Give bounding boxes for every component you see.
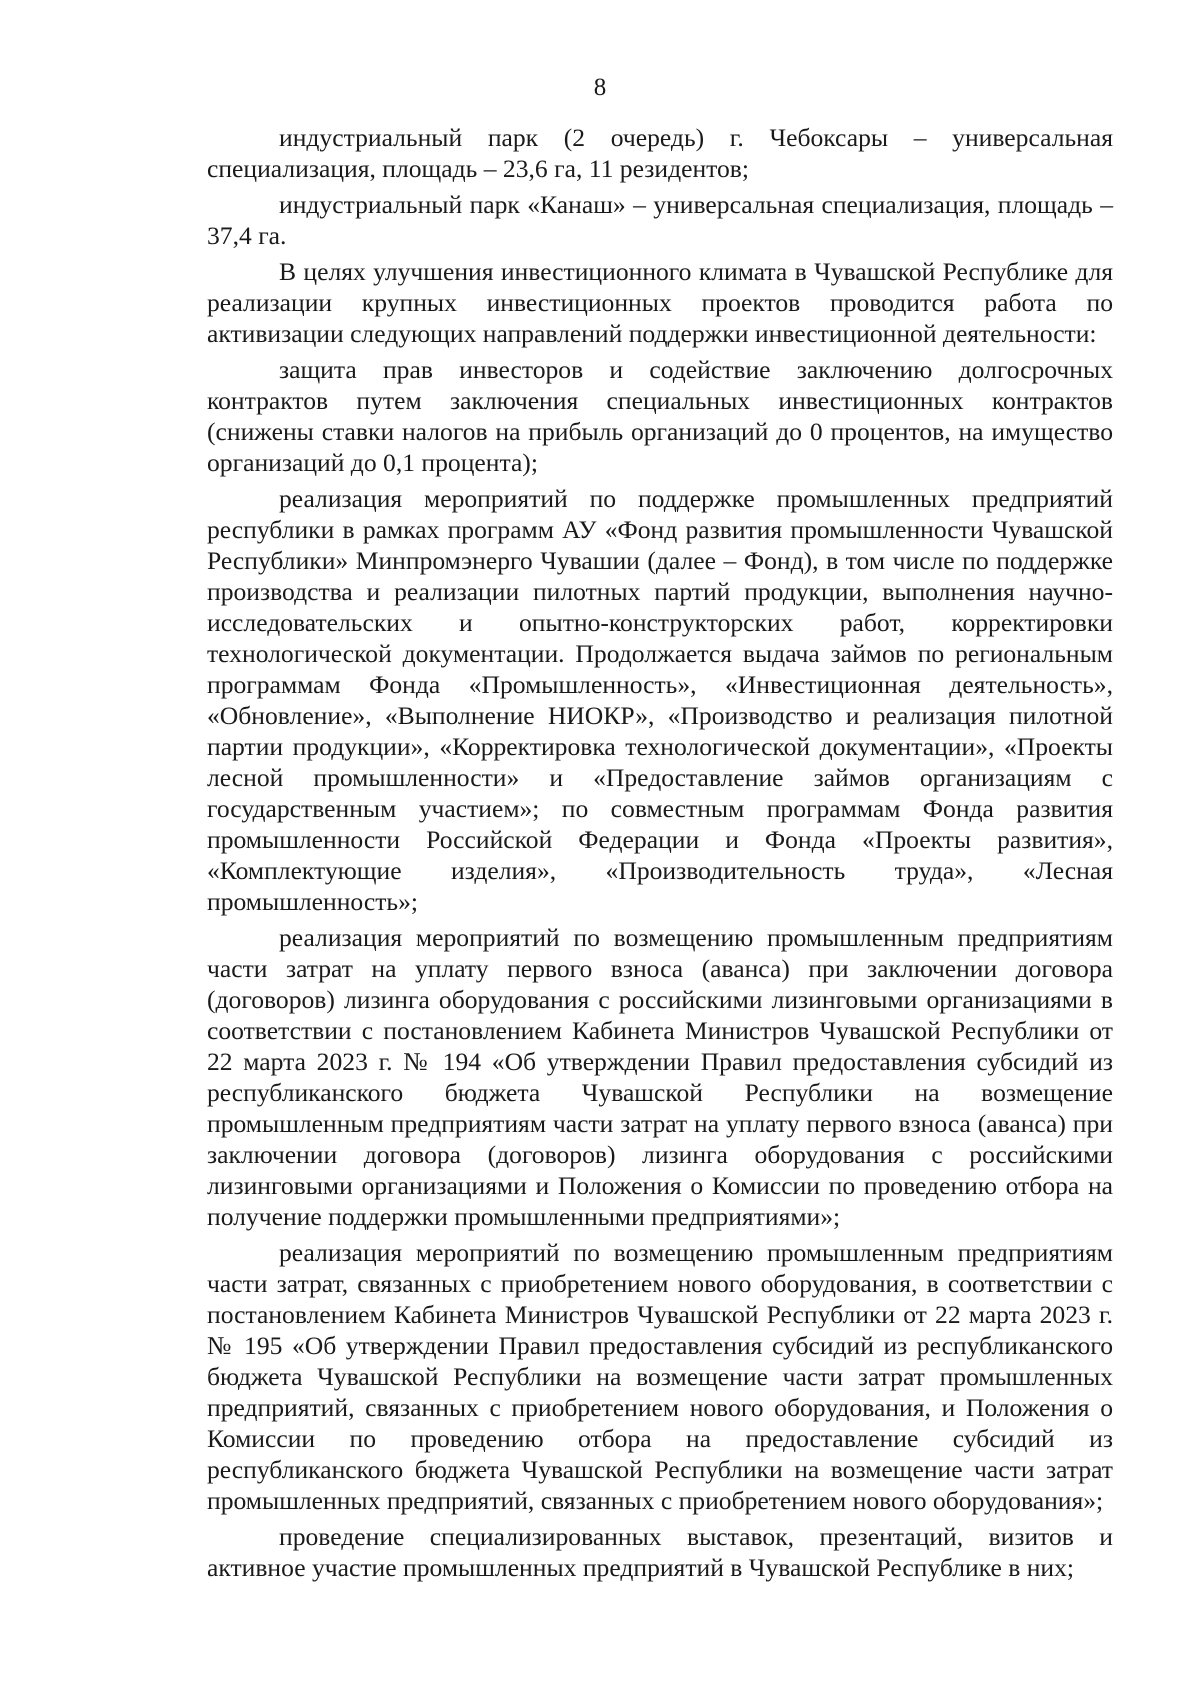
- paragraph-industrial-park-kanash: индустриальный парк «Канаш» – универсальная специализация, площадь – 37,4 га.: [207, 190, 1113, 250]
- paragraph-leasing-compensation: реализация мероприятий по возмещению промышленным предприятиям части затрат на уплату первого взноса (аванса) при заключении договора (договоров) лизинга оборудования с российскими лизинговыми организациями в соответствии с постановлением Кабинета Министров Чувашской Республики от 22 марта 2023 г. № 194 «Об утверждении Правил предоставления субсидий из республиканского бюджета Чувашской Республики на возмещение промышленным предприятиям части затрат на уплату первого взноса (аванса) при заключении договора (договоров) лизинга оборудования с российскими лизинговыми организациями и Положения о Комиссии по проведению отбора на получение поддержки промышленными предприятиями»;: [207, 923, 1113, 1231]
- paragraph-investor-protection: защита прав инвесторов и содействие заключению долгосрочных контрактов путем заключения специальных инвестиционных контрактов (снижены ставки налогов на прибыль организаций до 0 процентов, на имущество организаций до 0,1 процента);: [207, 355, 1113, 477]
- page-number: 8: [593, 74, 607, 101]
- paragraph-investment-climate: В целях улучшения инвестиционного климата в Чувашской Республике для реализации крупных инвестиционных проектов проводится работа по активизации следующих направлений поддержки инвестиционной деятельности:: [207, 257, 1113, 348]
- document-body: [207, 122, 1113, 1588]
- paragraph-industrial-park-cheboksary: индустриальный парк (2 очередь) г. Чебоксары – универсальная специализация, площадь – 23,6 га, 11 резидентов;: [207, 123, 1113, 183]
- paragraph-industry-fund-support: реализация мероприятий по поддержке промышленных предприятий республики в рамках программ АУ «Фонд развития промышленности Чувашской Республики» Минпромэнерго Чувашии (далее – Фонд), в том числе по поддержке производства и реализации пилотных партий продукции, выполнения научно-исследовательских и опытно-конструкторских работ, корректировки технологической документации. Продолжается выдача займов по региональным программам Фонда «Промышленность», «Инвестиционная деятельность», «Обновление», «Выполнение НИОКР», «Производство и реализация пилотной партии продукции», «Корректировка технологической документации», «Проекты лесной промышленности» и «Предоставление займов организациям с государственным участием»; по совместным программам Фонда развития промышленности Российской Федерации и Фонда «Проекты развития», «Комплектующие изделия», «Производительность труда», «Лесная промышленность»;: [207, 484, 1113, 916]
- paragraph-exhibitions: проведение специализированных выставок, презентаций, визитов и активное участие промышленных предприятий в Чувашской Республике в них;: [207, 1522, 1113, 1582]
- paragraph-equipment-compensation: реализация мероприятий по возмещению промышленным предприятиям части затрат, связанных с приобретением нового оборудования, в соответствии с постановлением Кабинета Министров Чувашской Республики от 22 марта 2023 г. № 195 «Об утверждении Правил предоставления субсидий из республиканского бюджета Чувашской Республики на возмещение части затрат промышленных предприятий, связанных с приобретением нового оборудования, и Положения о Комиссии по проведению отбора на предоставление субсидий из республиканского бюджета Чувашской Республики на возмещение части затрат промышленных предприятий, связанных с приобретением нового оборудования»;: [207, 1238, 1113, 1515]
